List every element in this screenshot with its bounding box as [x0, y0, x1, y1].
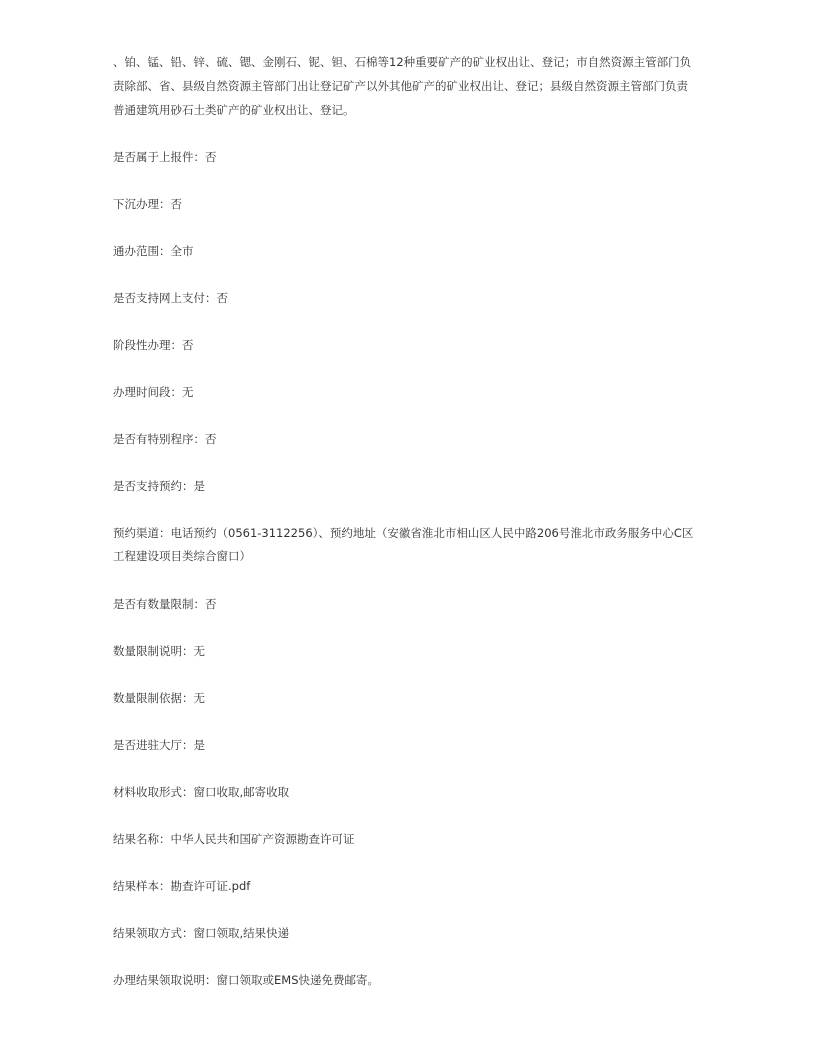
field-label: 是否有特别程序：	[113, 432, 205, 446]
field-value: 否	[170, 197, 182, 211]
field-label: 通办范围：	[113, 244, 171, 258]
field-appointment	[113, 475, 703, 498]
field-value: 窗口收取,邮寄收取	[193, 785, 290, 799]
field-value: 电话预约（0561-3112256）、预约地址（安徽省淮北市相山区人民中路206号淮北市政务服务中心C区工程建设项目类综合窗口）	[113, 526, 694, 563]
field-sink	[113, 193, 703, 216]
field-appointment-channel	[113, 522, 703, 568]
field-value: 中华人民共和国矿产资源勘查许可证	[170, 832, 355, 846]
field-value: 是	[193, 738, 205, 752]
field-quantity-desc	[113, 640, 703, 663]
field-value: 否	[205, 150, 217, 164]
field-label: 是否支持预约：	[113, 479, 194, 493]
field-value: 无	[193, 644, 205, 658]
field-quantity-basis	[113, 687, 703, 710]
field-online-payment	[113, 287, 703, 310]
field-scope	[113, 240, 703, 263]
field-label: 是否有数量限制：	[113, 597, 205, 611]
field-value: 是	[193, 479, 205, 493]
field-value: 窗口领取或EMS快递免费邮寄。	[216, 973, 379, 987]
field-label: 数量限制依据：	[113, 691, 194, 705]
field-result-pickup	[113, 922, 703, 945]
field-result-pickup-note	[113, 969, 703, 992]
field-label: 办理结果领取说明：	[113, 973, 217, 987]
field-special-procedure	[113, 428, 703, 451]
field-value: 勘查许可证.pdf	[170, 879, 251, 893]
field-label: 办理时间段：	[113, 385, 182, 399]
field-reported	[113, 146, 703, 169]
field-value: 全市	[170, 244, 194, 258]
intro-paragraph: 、铂、锰、铅、锌、硫、锶、金刚石、铌、钽、石棉等12种重要矿产的矿业权出让、登记；市自然资源主管部门负责除部、省、县级自然资源主管部门出让登记矿产以外其他矿产的矿业权出让、登记；县级自然资源主管部门负责普通建筑用砂石土类矿产的矿业权出让、登记。	[113, 55, 692, 117]
field-value: 否	[205, 597, 217, 611]
field-label: 材料收取形式：	[113, 785, 194, 799]
field-result-sample	[113, 875, 703, 898]
field-label: 是否属于上报件：	[113, 150, 205, 164]
field-label: 是否支持网上支付：	[113, 291, 217, 305]
field-value: 否	[182, 338, 194, 352]
field-quantity-limit	[113, 593, 703, 616]
field-value: 无	[182, 385, 194, 399]
field-label: 预约渠道：	[113, 526, 171, 540]
field-label: 阶段性办理：	[113, 338, 182, 352]
field-label: 结果样本：	[113, 879, 171, 893]
field-label: 结果领取方式：	[113, 926, 194, 940]
field-value: 窗口领取,结果快递	[193, 926, 290, 940]
field-material-form	[113, 781, 703, 804]
field-time-period	[113, 381, 703, 404]
field-value: 否	[216, 291, 228, 305]
field-in-hall	[113, 734, 703, 757]
field-result-name	[113, 828, 703, 851]
field-label: 是否进驻大厅：	[113, 738, 194, 752]
field-label: 数量限制说明：	[113, 644, 194, 658]
field-staged	[113, 334, 703, 357]
field-value: 无	[193, 691, 205, 705]
field-label: 下沉办理：	[113, 197, 171, 211]
field-value: 否	[205, 432, 217, 446]
field-label: 结果名称：	[113, 832, 171, 846]
